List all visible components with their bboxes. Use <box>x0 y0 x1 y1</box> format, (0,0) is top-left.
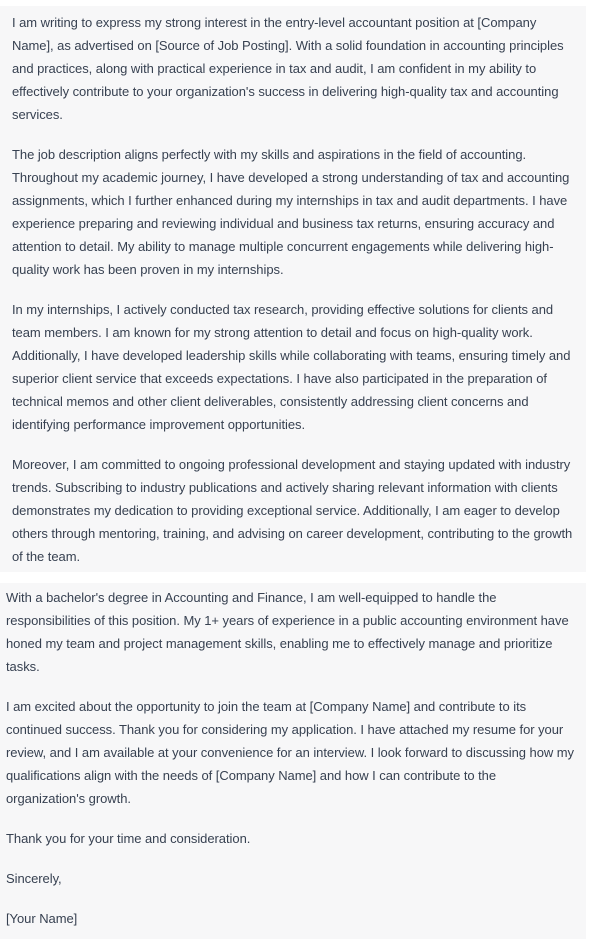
paragraph-internships: In my internships, I actively conducted tax research, providing effective solutions for clients and team members. I am known for my strong attention to detail and focus on high-quality work. Additionally, I have developed leadership skills while collaborating with teams, ensuring timely and superior client service that exceeds expectations. I have also participated in the preparation of technical memos and other client deliverables, consistently addressing client concerns and identifying performance improvement opportunities. <box>12 302 571 432</box>
sign-off: Sincerely, <box>6 871 62 886</box>
paragraph-thanks: Thank you for your time and consideration. <box>6 831 251 846</box>
letter-body-block-1 <box>0 6 586 572</box>
paragraph-skills: The job description aligns perfectly with my skills and aspirations in the field of accounting. Throughout my academic journey, I have developed a strong understanding of tax and accounting assignments, which I further enhanced during my internships in tax and audit departments. I have experience preparing and reviewing individual and business tax returns, ensuring accuracy and attention to detail. My ability to manage multiple concurrent engagements while delivering high-quality work has been proven in my internships. <box>12 147 570 277</box>
paragraph-intro: I am writing to express my strong interest in the entry-level accountant position at [Company Name], as advertised on [Source of Job Posting]. With a solid foundation in accounting principles and practices, along with practical experience in tax and audit, I am confident in my ability to effectively contribute to your organization's success in delivering high-quality tax and accounting services. <box>12 15 564 122</box>
paragraph-development: Moreover, I am committed to ongoing professional development and staying updated with industry trends. Subscribing to industry publications and actively sharing relevant information with clients demonstrates my dedication to providing exceptional service. Additionally, I am eager to develop others through mentoring, training, and advising on career development, contributing to the growth of the team. <box>12 457 573 564</box>
signature-name: [Your Name] <box>6 911 78 926</box>
paragraph-closing: I am excited about the opportunity to join the team at [Company Name] and contribute to its continued success. Thank you for considering my application. I have attached my resume for your review, and I am available at your convenience for an interview. I look forward to discussing how my qualifications align with the needs of [Company Name] and how I can contribute to the organization's growth. <box>6 699 575 806</box>
paragraph-education: With a bachelor's degree in Accounting and Finance, I am well-equipped to handle the responsibilities of this position. My 1+ years of experience in a public accounting environment have honed my team and project management skills, enabling me to effectively manage and prioritize tasks. <box>6 590 569 674</box>
letter-body-block-2 <box>0 583 586 939</box>
